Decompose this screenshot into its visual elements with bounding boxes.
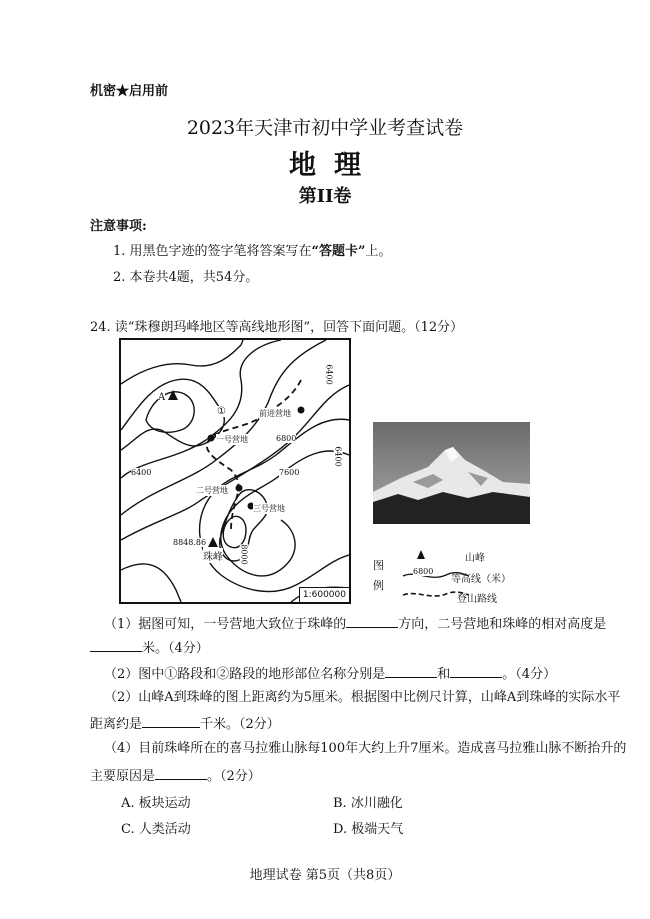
- everest-photo: [373, 422, 530, 524]
- confidential-label: 机密★启用前: [90, 84, 169, 99]
- sub-question-1-line-1: （1）据图可知，一号营地大致位于珠峰的 方向，二号营地和珠峰的相对高度是: [104, 614, 606, 633]
- everest-photo-image: [373, 422, 530, 524]
- contour-map: [119, 338, 351, 604]
- contour-8000-label: 8000: [239, 544, 249, 565]
- contour-6400-left-label: 6400: [131, 468, 152, 477]
- notice-heading: 注意事项:: [90, 219, 147, 234]
- contour-6400-top-label: 6400: [324, 364, 334, 385]
- exam-title: 2023年天津市初中学业考查试卷: [186, 117, 464, 139]
- option-d[interactable]: D. 极端天气: [333, 822, 404, 837]
- map-legend: [373, 548, 553, 608]
- contour-7600-label: 7600: [279, 468, 300, 477]
- volume-title: 第II卷: [298, 186, 352, 207]
- peak-icon: [417, 550, 425, 559]
- sub-question-4-line-2: 主要原因是 。（2分）: [90, 766, 261, 785]
- camp-1-label: 一号营地: [216, 435, 248, 444]
- contour-6800-label: 6800: [276, 434, 297, 443]
- camp-2-label: 二号营地: [196, 486, 228, 495]
- camp-front-label: 前进营地: [259, 409, 291, 418]
- sub-question-3-line-2: 距离约是 千米。（2分）: [90, 714, 280, 733]
- scale-label: 1:600000: [299, 587, 349, 602]
- notice-item-2: 2. 本卷共4题，共54分。: [113, 270, 259, 285]
- route-1-label: ①: [217, 406, 226, 417]
- option-b[interactable]: B. 冰川融化: [333, 796, 403, 811]
- sub-question-1-line-2: 米。（4分）: [90, 638, 209, 657]
- subject-title: 地理: [289, 150, 379, 181]
- option-a[interactable]: A. 板块运动: [121, 796, 191, 811]
- summit-name-label: 珠峰: [203, 548, 223, 563]
- option-c[interactable]: C. 人类活动: [121, 822, 191, 837]
- contour-6400-right-label: 6400: [333, 446, 343, 467]
- legend-peak-label: 山峰: [465, 553, 485, 564]
- legend-route-label: 登山路线: [457, 594, 497, 605]
- camp-3-label: 三号营地: [253, 504, 285, 513]
- sub-question-4-line-1: （4）目前珠峰所在的喜马拉雅山脉每100年大约上升7厘米。造成喜马拉雅山脉不断抬升的: [104, 741, 627, 756]
- peak-a-label: A: [158, 392, 166, 403]
- sub-question-2: （2）图中①路段和②路段的地形部位名称分别是 和 。（4分）: [104, 664, 556, 683]
- question-24-heading: 24. 读“珠穆朗玛峰地区等高线地形图”，回答下面问题。（12分）: [90, 320, 464, 335]
- contour-lines: [121, 340, 349, 602]
- page-footer: 地理试卷 第5页（共8页）: [249, 868, 401, 883]
- notice-item-1: 1. 用黑色字迹的签字笔将答案写在“答题卡”上。: [113, 244, 392, 259]
- sub-question-3-line-1: （2）山峰A到珠峰的图上距离约为5厘米。根据图中比例尺计算，山峰A到珠峰的实际水平: [104, 690, 621, 705]
- legend-contour-value: 6800: [413, 567, 434, 576]
- summit-elevation-label: 8848.86: [173, 538, 207, 547]
- legend-contour-label: 等高线（米）: [451, 574, 511, 585]
- legend-title-text: 图例: [373, 559, 384, 592]
